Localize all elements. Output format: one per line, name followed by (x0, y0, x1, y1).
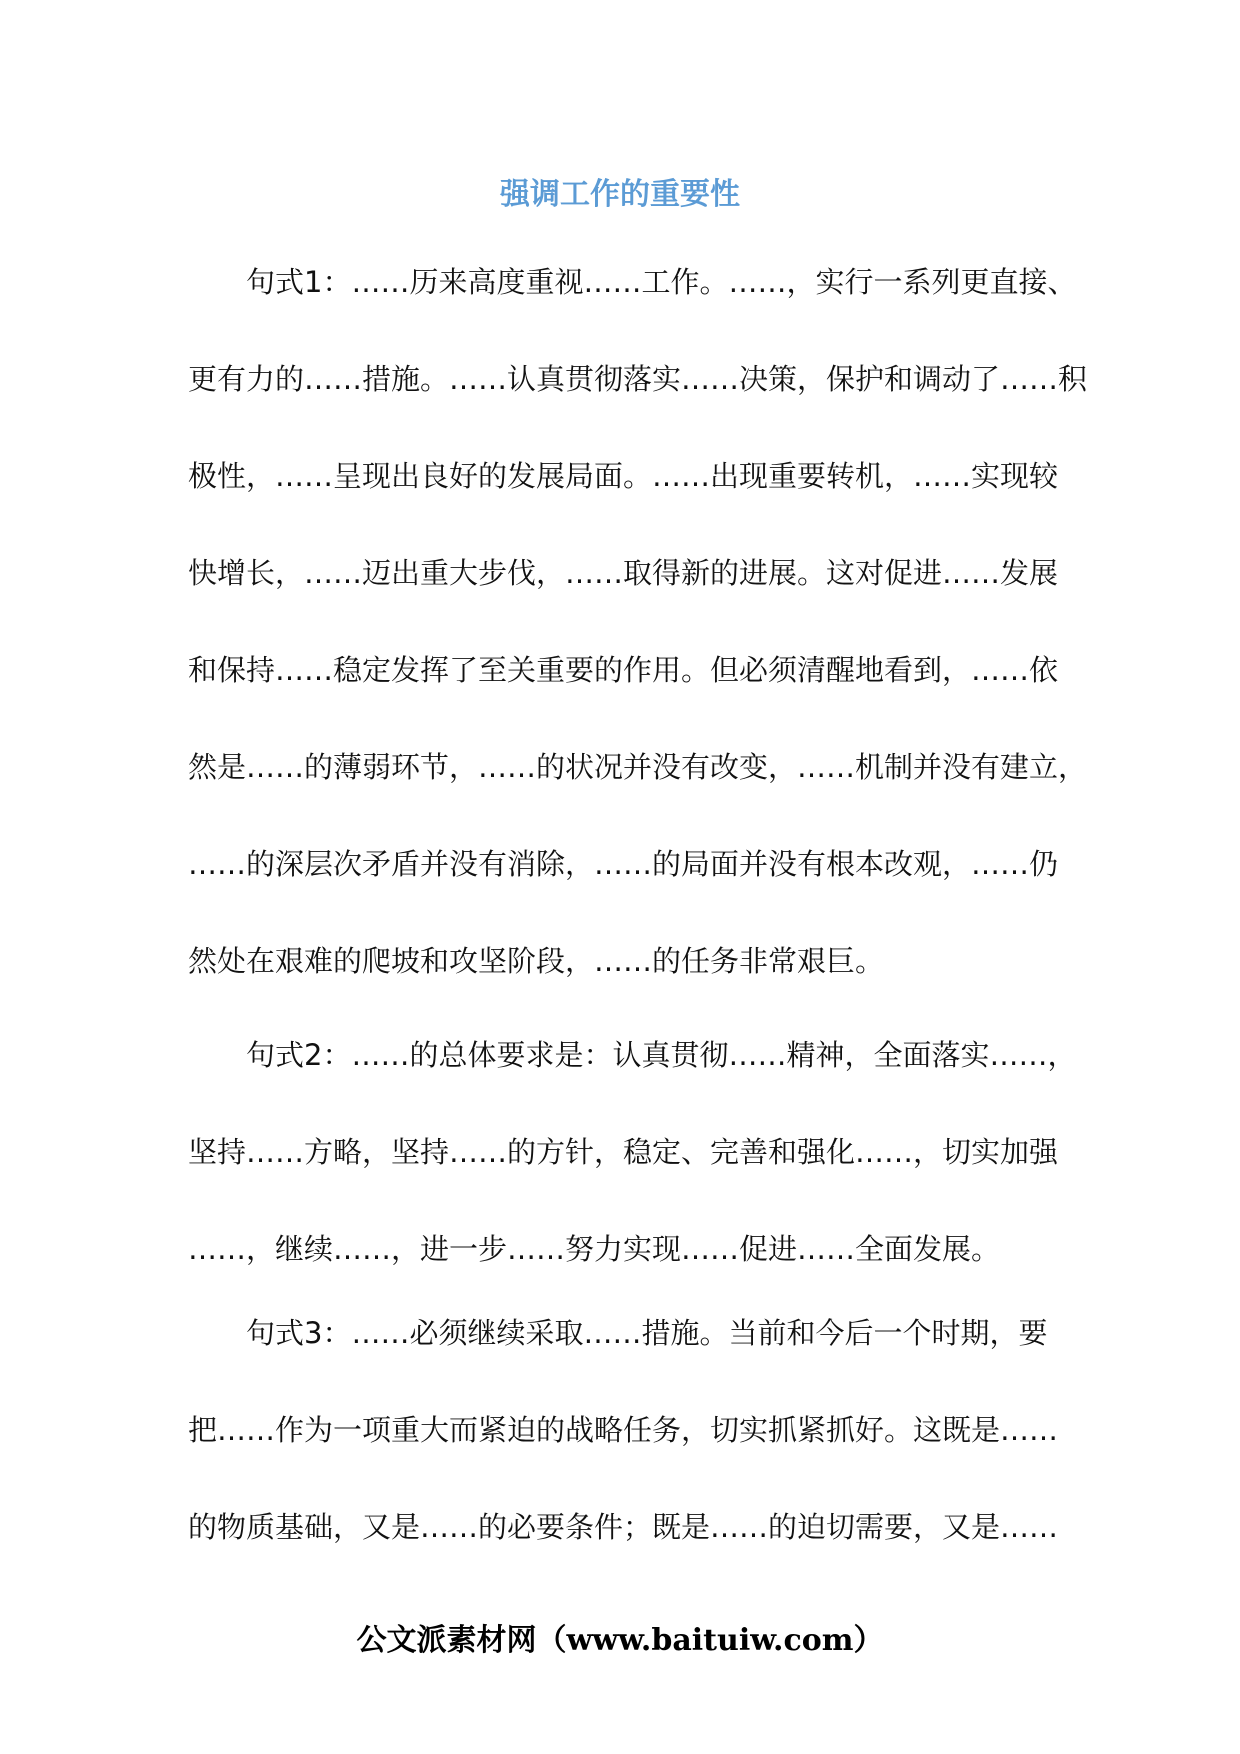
paragraph-line: 坚持……方略，坚持……的方针，稳定、完善和强化……，切实加强 (188, 1135, 1059, 1169)
paragraph-line: ……的深层次矛盾并没有消除，……的局面并没有根本改观，……仍 (188, 847, 1059, 881)
paragraph-line: 快增长，……迈出重大步伐，……取得新的进展。这对促进……发展 (188, 556, 1059, 590)
paragraph-line: 和保持……稳定发挥了至关重要的作用。但必须清醒地看到，……依 (188, 653, 1059, 687)
paragraph-line: 把……作为一项重大而紧迫的战略任务，切实抓紧抓好。这既是…… (188, 1413, 1059, 1447)
paragraph-line: 极性，……呈现出良好的发展局面。……出现重要转机，……实现较 (188, 459, 1059, 493)
document-title: 强调工作的重要性 (500, 177, 740, 212)
paragraph-line: 然处在艰难的爬坡和攻坚阶段，……的任务非常艰巨。 (188, 944, 885, 978)
paragraph-line: ……，继续……，进一步……努力实现……促进……全面发展。 (188, 1232, 1001, 1266)
paragraph-1 (188, 262, 1088, 1038)
footer-watermark-text: 公文派素材网（www.baituiw.com） (356, 1623, 884, 1658)
paragraph-line: 句式1：……历来高度重视……工作。……，实行一系列更直接、 (246, 265, 1077, 299)
paragraph-line: 句式2：……的总体要求是：认真贯彻……精神，全面落实……， (246, 1038, 1077, 1072)
paragraph-2 (188, 1035, 1077, 1326)
paragraph-line: 然是……的薄弱环节，……的状况并没有改变，……机制并没有建立， (188, 750, 1088, 784)
paragraph-3 (188, 1313, 1060, 1604)
paragraph-line: 更有力的……措施。……认真贯彻落实……决策，保护和调动了……积 (188, 362, 1088, 396)
paragraph-line: 的物质基础，又是……的必要条件；既是……的迫切需要，又是…… (188, 1510, 1059, 1544)
paragraph-line: 句式3：……必须继续采取……措施。当前和今后一个时期，要 (246, 1316, 1048, 1350)
